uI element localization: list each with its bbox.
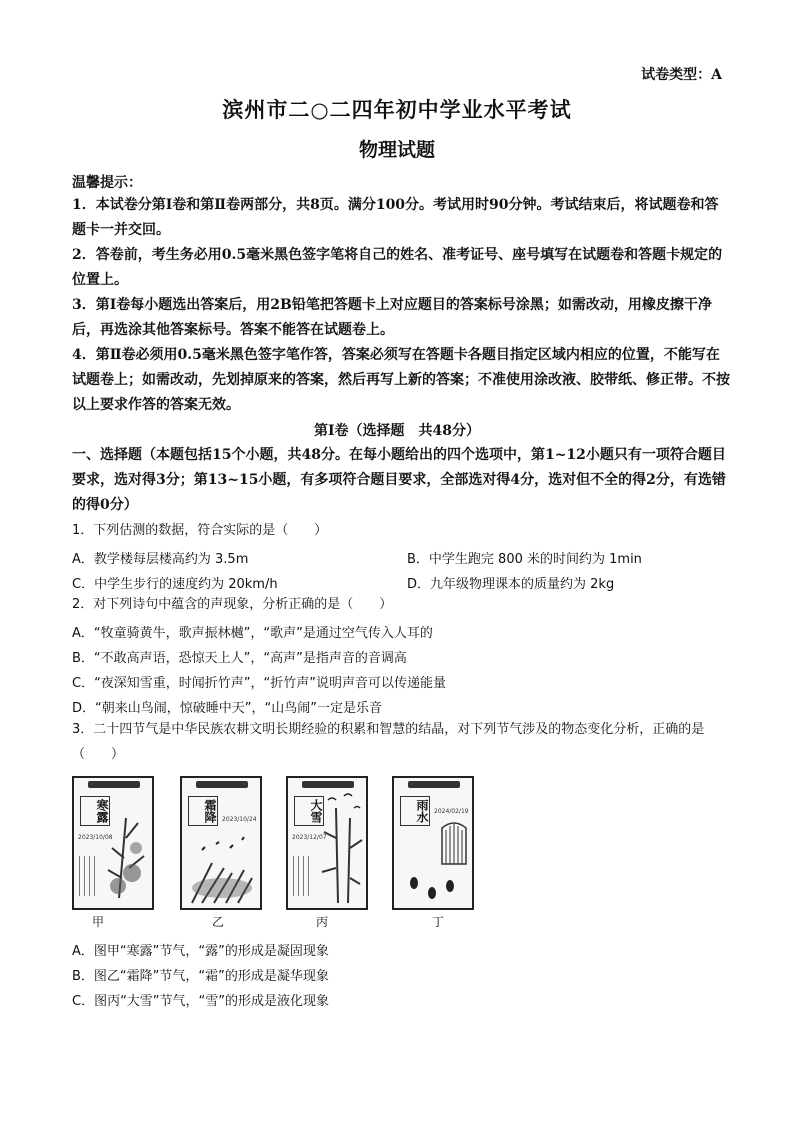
section-intro: 一、选择题（本题包括15个小题，共48分。在每小题给出的四个选项中，第1~12小题只有一项符合题目要求，选对得3分；第13~15小题，有多项符合题目要求，全部选对得4分，选对但不全的得2分，有选错的得0分） — [72, 447, 726, 513]
caption-ding: 丁 — [432, 915, 445, 929]
q1-option-c: C．中学生步行的速度约为 20km/h — [72, 577, 278, 592]
solar-terms-figure — [72, 776, 482, 929]
card-date: 2024/02/19 — [434, 808, 469, 815]
question-2-stem: 2．对下列诗句中蕴含的声现象，分析正确的是（ ） — [72, 597, 393, 612]
q1-option-d: D．九年级物理课本的质量约为 2kg — [407, 577, 615, 592]
card-name: 霜降 — [188, 796, 218, 826]
tips-heading: 温馨提示： — [72, 175, 142, 191]
card-name: 雨水 — [400, 796, 430, 826]
q3-option-b: B．图乙“霜降”节气，“霜”的形成是凝华现象 — [72, 969, 329, 984]
card-date: 2023/10/24 — [222, 816, 257, 823]
card-date: 2023/12/07 — [292, 834, 327, 841]
tip-item-4: 4．第Ⅱ卷必须用0.5毫米黑色签字笔作答，答案必须写在答题卡各题目指定区域内相应的位置，不能写在试题卷上；如需改动，先划掉原来的答案，然后再写上新的答案；不准使用涂改液、胶带纸、修正带。不按以上要求作答的答案无效。 — [72, 347, 730, 413]
q2-option-c: C．“夜深知雪重，时闻折竹声”，“折竹声”说明声音可以传递能量 — [72, 676, 447, 691]
caption-yi: 乙 — [212, 915, 225, 929]
card-date: 2023/10/08 — [78, 834, 113, 841]
dew-plant-drawing — [74, 778, 152, 908]
snow-bamboo-drawing — [288, 778, 366, 908]
q2-option-a: A．“牧童骑黄牛，歌声振林樾”，“歌声”是通过空气传入人耳的 — [72, 626, 433, 641]
exam-subtitle: 物理试题 — [358, 139, 435, 161]
card-hanlu — [72, 776, 154, 910]
tip-item-3: 3．第Ⅰ卷每小题选出答案后，用2B铅笔把答题卡上对应题目的答案标号涂黑；如需改动，用橡皮擦干净后，再选涂其他答案标号。答案不能答在试题卷上。 — [72, 297, 712, 338]
rain-cage-drawing — [394, 778, 472, 908]
q1-option-b: B．中学生跑完 800 米的时间约为 1min — [407, 552, 642, 567]
q2-option-b: B．“不敢高声语，恐惊天上人”，“高声”是指声音的音调高 — [72, 651, 407, 666]
q3-option-c: C．图丙“大雪”节气，“雪”的形成是液化现象 — [72, 994, 330, 1009]
card-name: 寒露 — [80, 796, 110, 826]
exam-title: 滨州市二○二四年初中学业水平考试 — [222, 97, 572, 122]
q1-option-a: A．教学楼每层楼高约为 3.5m — [72, 552, 249, 567]
frost-grass-drawing — [182, 778, 260, 908]
card-daxue — [286, 776, 368, 910]
question-3-stem: 3．二十四节气是中华民族农耕文明长期经验的积累和智慧的结晶，对下列节气涉及的物态变化分析，正确的是（ ） — [72, 722, 705, 762]
card-yushui — [392, 776, 474, 910]
tip-item-1: 1．本试卷分第Ⅰ卷和第Ⅱ卷两部分，共8页。满分100分。考试用时90分钟。考试结束后，将试题卷和答题卡一并交回。 — [72, 197, 719, 238]
card-shuangjiang — [180, 776, 262, 910]
caption-jia: 甲 — [92, 915, 105, 929]
q3-option-a: A．图甲“寒露”节气，“露”的形成是凝固现象 — [72, 944, 329, 959]
section-title: 第Ⅰ卷（选择题 共48分） — [313, 423, 481, 439]
question-1-stem: 1．下列估测的数据，符合实际的是（ ） — [72, 523, 328, 538]
tip-item-2: 2．答卷前，考生务必用0.5毫米黑色签字笔将自己的姓名、准考证号、座号填写在试题卷和答题卡规定的位置上。 — [72, 247, 723, 288]
paper-type-label: 试卷类型：A — [641, 67, 722, 83]
caption-bing: 丙 — [316, 915, 329, 929]
card-name: 大雪 — [294, 796, 324, 826]
q2-option-d: D．“朝来山鸟闹，惊破睡中天”，“山鸟闹”一定是乐音 — [72, 701, 382, 716]
